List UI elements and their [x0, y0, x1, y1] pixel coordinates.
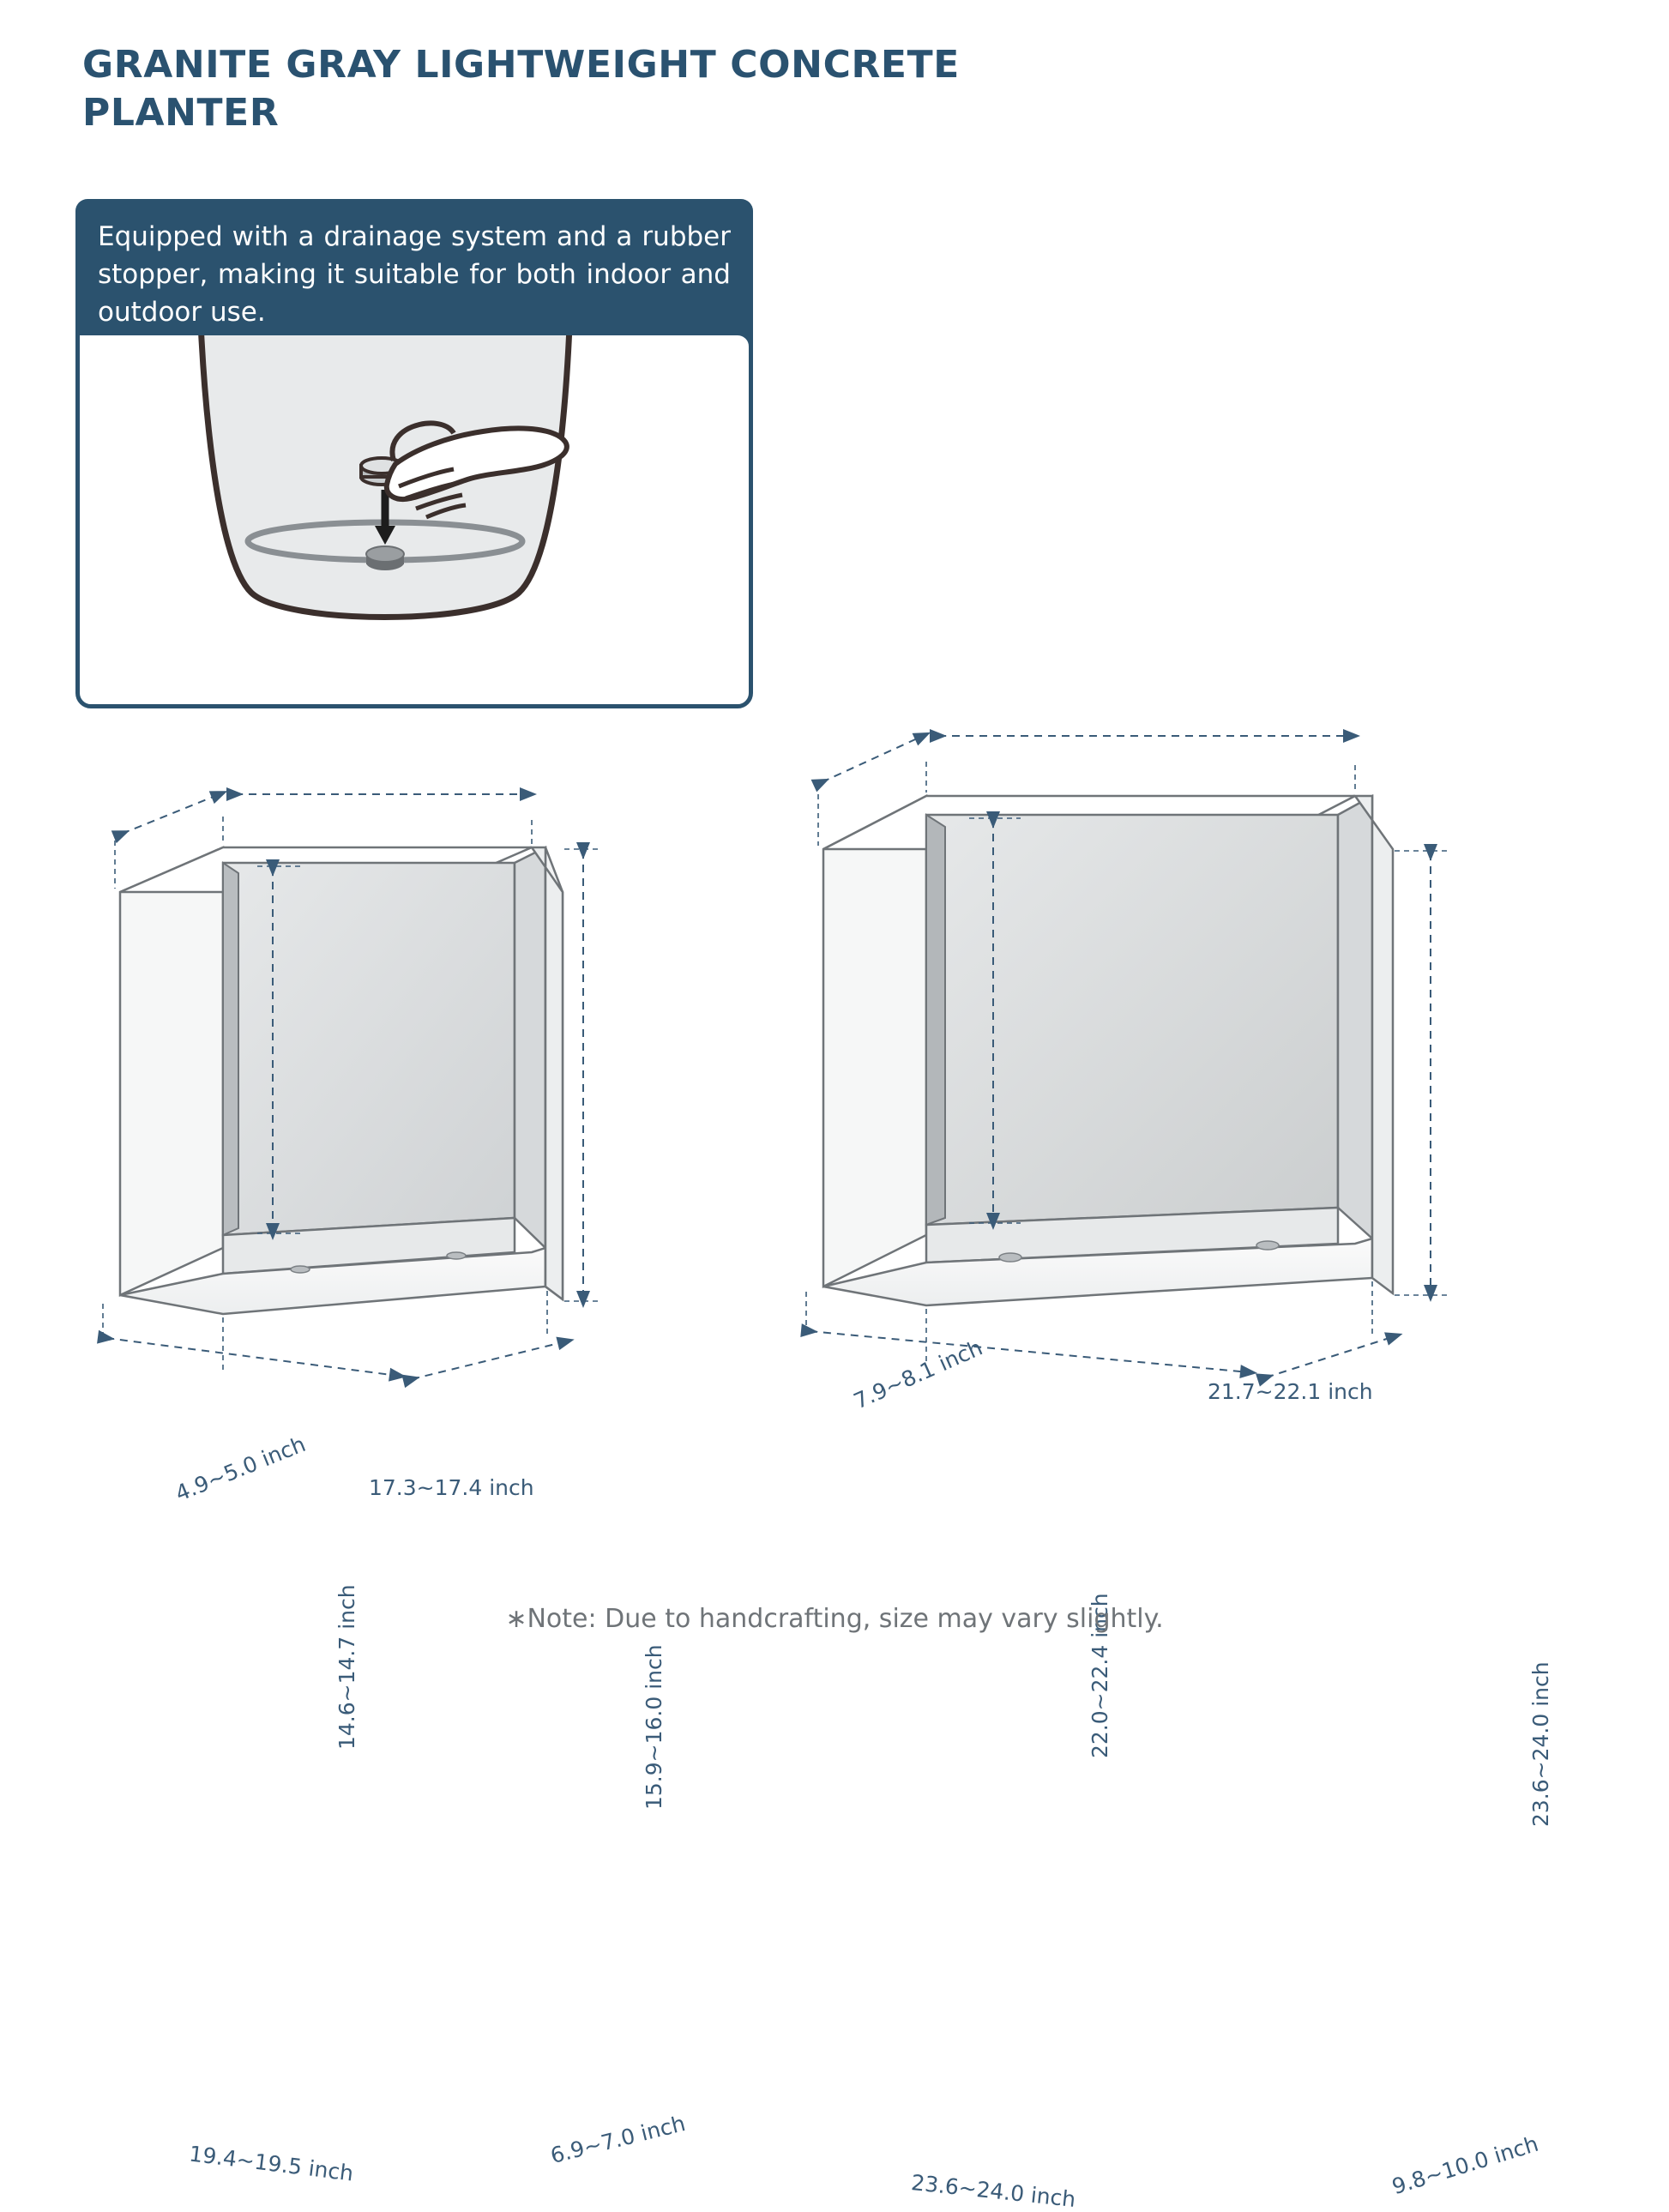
large-dim-inner-height: 22.0~22.4 inch — [1088, 1593, 1112, 1758]
illustration-frame — [75, 331, 753, 708]
small-dim-top-width: 17.3~17.4 inch — [369, 1475, 534, 1500]
feature-callout: Equipped with a drainage system and a rubber stopper, making it suitable for both indoor and outdoor use. — [75, 199, 753, 348]
footer-note: ∗Note: Due to handcrafting, size may vary slightly. — [505, 1604, 1164, 1634]
small-dim-base-width: 19.4~19.5 inch — [187, 2141, 355, 2186]
small-planter-diagram — [51, 738, 823, 1561]
large-dim-top-width: 21.7~22.1 inch — [1208, 1379, 1373, 1404]
small-dim-inner-height: 14.6~14.7 inch — [334, 1584, 359, 1750]
large-dim-outer-height: 23.6~24.0 inch — [1528, 1661, 1553, 1827]
small-dim-top-depth: 4.9~5.0 inch — [172, 1431, 310, 1507]
large-dim-base-width: 23.6~24.0 inch — [910, 2170, 1077, 2212]
large-dim-base-depth: 9.8~10.0 inch — [1389, 2131, 1542, 2200]
large-dim-top-depth: 7.9~8.1 inch — [850, 1335, 986, 1414]
small-dim-base-depth: 6.9~7.0 inch — [547, 2110, 688, 2169]
small-dim-outer-height: 15.9~16.0 inch — [642, 1644, 666, 1810]
hand-inserting-rubber-stopper-icon — [80, 335, 749, 704]
page-title: GRANITE GRAY LIGHTWEIGHT CONCRETE PLANTER — [82, 43, 960, 136]
